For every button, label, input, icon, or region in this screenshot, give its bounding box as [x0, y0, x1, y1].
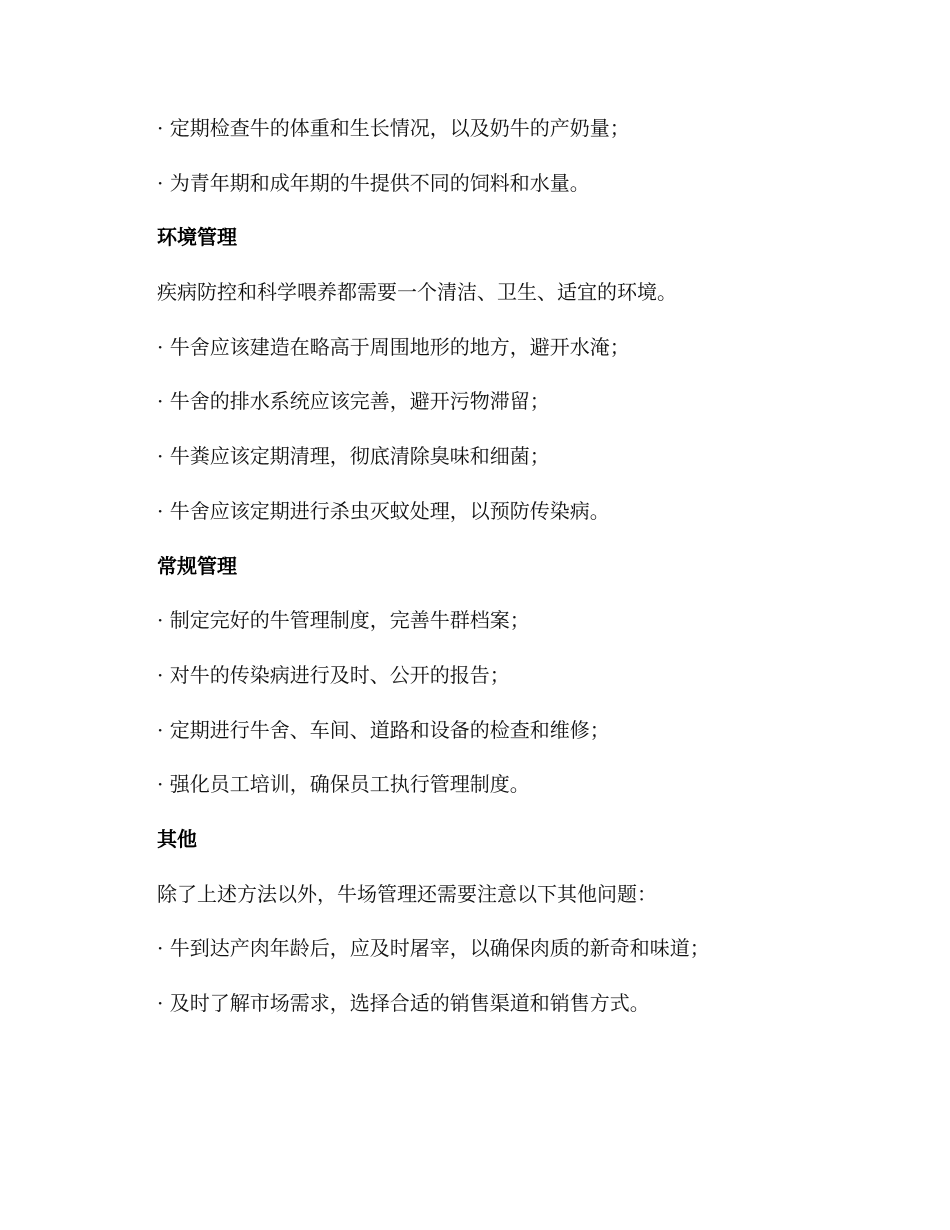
bullet-slaughter: · 牛到达产肉年龄后，应及时屠宰，以确保肉质的新奇和味道； [157, 936, 710, 961]
bullet-disease-report: · 对牛的传染病进行及时、公开的报告； [157, 662, 510, 687]
bullet-market: · 及时了解市场需求，选择合适的销售渠道和销售方式。 [157, 991, 650, 1015]
bullet-management-system: · 制定完好的牛管理制度，完善牛群档案； [157, 608, 530, 633]
heading-environment: 环境管理 [157, 225, 237, 250]
bullet-training: · 强化员工培训，确保员工执行管理制度。 [157, 772, 530, 797]
bullet-manure: · 牛粪应该定期清理，彻底清除臭味和细菌； [157, 444, 550, 469]
heading-other: 其他 [157, 826, 197, 851]
bullet-drainage: · 牛舍的排水系统应该完善，避开污物滞留； [157, 389, 550, 414]
document-page [157, 109, 857, 1039]
bullet-pest-control: · 牛舍应该定期进行杀虫灭蚊处理，以预防传染病。 [157, 498, 610, 523]
bullet-weight-check: · 定期检查牛的体重和生长情况，以及奶牛的产奶量； [157, 116, 630, 140]
paragraph-environment-intro: 疾病防控和科学喂养都需要一个清洁、卫生、适宜的环境。 [157, 280, 677, 305]
paragraph-other-intro: 除了上述方法以外，牛场管理还需要注意以下其他问题： [157, 881, 657, 906]
bullet-feed-water: · 为青年期和成年期的牛提供不同的饲料和水量。 [157, 170, 590, 195]
bullet-barn-location: · 牛舍应该建造在略高于周围地形的地方，避开水淹； [157, 334, 630, 359]
bullet-inspection: · 定期进行牛舍、车间、道路和设备的检查和维修； [157, 717, 610, 742]
heading-routine: 常规管理 [157, 553, 237, 578]
